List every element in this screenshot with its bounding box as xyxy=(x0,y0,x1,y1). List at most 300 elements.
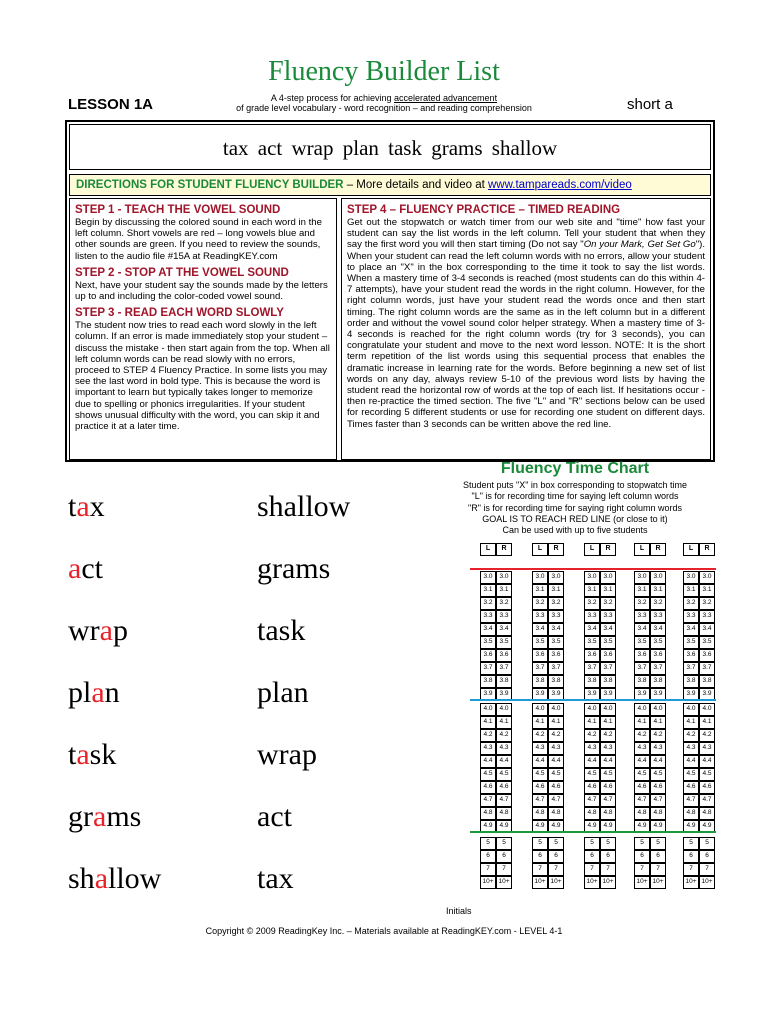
time-cell[interactable]: 4.8 xyxy=(650,807,666,820)
time-cell[interactable]: 4.0 xyxy=(496,703,512,716)
time-cell[interactable]: 3.0 xyxy=(683,571,699,584)
steps-right-column xyxy=(341,198,711,460)
time-cell[interactable]: 4.9 xyxy=(480,820,496,833)
directions-text: – More details and video at xyxy=(343,179,488,191)
time-cell[interactable]: 4.1 xyxy=(584,716,600,729)
time-cell[interactable]: 3.6 xyxy=(650,649,666,662)
time-cell[interactable]: 3.7 xyxy=(600,662,616,675)
time-cell[interactable]: 3.6 xyxy=(548,649,564,662)
time-cell[interactable]: 4.2 xyxy=(480,729,496,742)
time-cell[interactable]: 3.4 xyxy=(634,623,650,636)
time-cell[interactable]: 3.7 xyxy=(699,662,715,675)
time-cell[interactable]: 3.3 xyxy=(584,610,600,623)
time-cell[interactable]: 4.9 xyxy=(650,820,666,833)
time-cell[interactable]: 3.6 xyxy=(532,649,548,662)
time-cell[interactable]: 3.8 xyxy=(600,675,616,688)
time-cell[interactable]: 3.9 xyxy=(683,688,699,701)
time-cell[interactable]: 4.0 xyxy=(548,703,564,716)
directions-label: DIRECTIONS FOR STUDENT FLUENCY BUILDER xyxy=(76,179,344,191)
time-cell[interactable]: 4.1 xyxy=(600,716,616,729)
time-cell[interactable]: 6 xyxy=(548,850,564,863)
time-cell[interactable]: 10+ xyxy=(699,876,715,889)
time-cell[interactable]: 3.0 xyxy=(480,571,496,584)
time-cell[interactable]: 3.1 xyxy=(600,584,616,597)
time-cell[interactable]: 4.4 xyxy=(584,755,600,768)
time-cell[interactable]: 3.1 xyxy=(699,584,715,597)
time-cell[interactable]: 4.8 xyxy=(496,807,512,820)
right-word: wrap xyxy=(257,738,317,771)
time-cell[interactable]: 10+ xyxy=(548,876,564,889)
time-cell[interactable]: 3.9 xyxy=(532,688,548,701)
time-cell[interactable]: 4.4 xyxy=(496,755,512,768)
time-cell[interactable]: 4.9 xyxy=(683,820,699,833)
time-cell[interactable]: 4.1 xyxy=(496,716,512,729)
header-right: R xyxy=(650,543,666,556)
time-cell[interactable]: 10+ xyxy=(634,876,650,889)
time-cell[interactable]: 3.6 xyxy=(683,649,699,662)
time-cell[interactable]: 4.3 xyxy=(496,742,512,755)
time-cell[interactable]: 3.4 xyxy=(584,623,600,636)
time-cell[interactable]: 4.8 xyxy=(634,807,650,820)
left-word: task xyxy=(68,738,117,771)
time-cell[interactable]: 4.8 xyxy=(584,807,600,820)
time-cell[interactable]: 3.0 xyxy=(699,571,715,584)
directions-bar xyxy=(69,174,711,196)
green-goal-line xyxy=(470,831,716,833)
time-cell[interactable]: 4.2 xyxy=(650,729,666,742)
fluency-time-chart xyxy=(480,540,716,910)
chart-title: Fluency Time Chart xyxy=(500,460,650,477)
time-cell[interactable]: 7 xyxy=(650,863,666,876)
time-cell[interactable]: 3.3 xyxy=(634,610,650,623)
time-cell[interactable]: 3.1 xyxy=(480,584,496,597)
time-cell[interactable]: 4.7 xyxy=(480,794,496,807)
time-cell[interactable]: 3.1 xyxy=(584,584,600,597)
time-cell[interactable]: 5 xyxy=(584,837,600,850)
time-cell[interactable]: 3.0 xyxy=(548,571,564,584)
time-cell[interactable]: 4.0 xyxy=(584,703,600,716)
time-cell[interactable]: 4.8 xyxy=(699,807,715,820)
header-right: R xyxy=(548,543,564,556)
time-cell[interactable]: 4.8 xyxy=(683,807,699,820)
time-cell[interactable]: 3.6 xyxy=(634,649,650,662)
time-cell[interactable]: 4.3 xyxy=(532,742,548,755)
time-cell[interactable]: 3.8 xyxy=(650,675,666,688)
time-cell[interactable]: 4.6 xyxy=(480,781,496,794)
time-cell[interactable]: 4.0 xyxy=(532,703,548,716)
time-cell[interactable]: 4.2 xyxy=(600,729,616,742)
video-link[interactable]: www.tampareads.com/video xyxy=(487,179,632,191)
time-cell[interactable]: 3.2 xyxy=(650,597,666,610)
header-right: R xyxy=(600,543,616,556)
time-cell[interactable]: 4.3 xyxy=(548,742,564,755)
time-cell[interactable]: 4.1 xyxy=(480,716,496,729)
time-cell[interactable]: 4.8 xyxy=(600,807,616,820)
time-cell[interactable]: 3.5 xyxy=(532,636,548,649)
time-cell[interactable]: 4.3 xyxy=(584,742,600,755)
time-cell[interactable]: 4.2 xyxy=(496,729,512,742)
time-cell[interactable]: 4.2 xyxy=(634,729,650,742)
time-cell[interactable]: 3.3 xyxy=(480,610,496,623)
left-word: shallow xyxy=(68,862,162,895)
step2-title: STEP 2 - STOP AT THE VOWEL SOUND xyxy=(75,266,289,279)
time-cell[interactable]: 4.2 xyxy=(584,729,600,742)
time-cell[interactable]: 4.3 xyxy=(634,742,650,755)
time-cell[interactable]: 3.0 xyxy=(600,571,616,584)
left-word: act xyxy=(68,552,103,585)
time-cell[interactable]: 3.5 xyxy=(634,636,650,649)
time-cell[interactable]: 3.9 xyxy=(600,688,616,701)
time-cell[interactable]: 3.4 xyxy=(650,623,666,636)
time-cell[interactable]: 10+ xyxy=(532,876,548,889)
time-cell[interactable]: 3.5 xyxy=(584,636,600,649)
time-cell[interactable]: 4.6 xyxy=(650,781,666,794)
time-cell[interactable]: 5 xyxy=(600,837,616,850)
time-cell[interactable]: 4.9 xyxy=(600,820,616,833)
time-cell[interactable]: 4.1 xyxy=(548,716,564,729)
time-cell[interactable]: 4.5 xyxy=(634,768,650,781)
time-cell[interactable]: 6 xyxy=(634,850,650,863)
subtitle-pre: A 4-step process for achieving xyxy=(270,93,394,103)
time-cell[interactable]: 3.9 xyxy=(699,688,715,701)
time-cell[interactable]: 6 xyxy=(584,850,600,863)
time-cell[interactable]: 4.0 xyxy=(699,703,715,716)
time-cell[interactable]: 7 xyxy=(496,863,512,876)
time-cell[interactable]: 4.5 xyxy=(650,768,666,781)
time-cell[interactable]: 5 xyxy=(496,837,512,850)
time-cell[interactable]: 4.9 xyxy=(634,820,650,833)
time-cell[interactable]: 4.2 xyxy=(532,729,548,742)
word-list-row: tax act wrap plan task grams shallow xyxy=(69,124,711,170)
time-cell[interactable]: 4.8 xyxy=(532,807,548,820)
time-cell[interactable]: 3.6 xyxy=(699,649,715,662)
time-cell[interactable]: 3.5 xyxy=(699,636,715,649)
time-cell[interactable]: 3.9 xyxy=(634,688,650,701)
time-cell[interactable]: 3.1 xyxy=(634,584,650,597)
vowel-highlight: a xyxy=(68,552,82,585)
time-cell[interactable]: 3.5 xyxy=(683,636,699,649)
time-cell[interactable]: 3.2 xyxy=(532,597,548,610)
time-cell[interactable]: 5 xyxy=(650,837,666,850)
time-cell[interactable]: 4.4 xyxy=(699,755,715,768)
time-cell[interactable]: 4.7 xyxy=(699,794,715,807)
time-cell[interactable]: 5 xyxy=(683,837,699,850)
time-cell[interactable]: 3.2 xyxy=(634,597,650,610)
time-cell[interactable]: 6 xyxy=(496,850,512,863)
time-cell[interactable]: 7 xyxy=(634,863,650,876)
time-cell[interactable]: 4.7 xyxy=(532,794,548,807)
time-cell[interactable]: 3.9 xyxy=(480,688,496,701)
time-cell[interactable]: 4.5 xyxy=(683,768,699,781)
chart-line: Can be used with up to five students xyxy=(502,525,648,536)
time-cell[interactable]: 7 xyxy=(683,863,699,876)
step4-title: STEP 4 – FLUENCY PRACTICE – TIMED READING xyxy=(347,204,621,216)
header-left: L xyxy=(584,543,600,556)
right-word: shallow xyxy=(257,490,351,523)
time-cell[interactable]: 4.9 xyxy=(548,820,564,833)
time-cell[interactable]: 4.6 xyxy=(683,781,699,794)
time-cell[interactable]: 3.2 xyxy=(496,597,512,610)
time-cell[interactable]: 4.9 xyxy=(496,820,512,833)
vowel-highlight: a xyxy=(76,490,90,523)
time-cell[interactable]: 4.0 xyxy=(683,703,699,716)
time-cell[interactable]: 3.7 xyxy=(650,662,666,675)
time-cell[interactable]: 3.0 xyxy=(634,571,650,584)
time-cell[interactable]: 5 xyxy=(480,837,496,850)
time-cell[interactable]: 3.5 xyxy=(496,636,512,649)
time-cell[interactable]: 4.3 xyxy=(699,742,715,755)
time-cell[interactable]: 5 xyxy=(634,837,650,850)
time-cell[interactable]: 4.2 xyxy=(699,729,715,742)
chart-line: Student puts "X" in box corresponding to stopwatch time xyxy=(462,480,687,490)
time-cell[interactable]: 4.7 xyxy=(634,794,650,807)
time-cell[interactable]: 4.0 xyxy=(480,703,496,716)
time-cell[interactable]: 4.7 xyxy=(683,794,699,807)
chart-line: GOAL IS TO REACH RED LINE (or close to it) xyxy=(482,513,668,524)
subtitle-line2: of grade level vocabulary - word recognition – and reading comprehension xyxy=(236,103,532,113)
time-cell[interactable]: 3.6 xyxy=(584,649,600,662)
time-cell[interactable]: 3.0 xyxy=(532,571,548,584)
time-cell[interactable]: 3.7 xyxy=(683,662,699,675)
header-left: L xyxy=(683,543,699,556)
time-cell[interactable]: 3.6 xyxy=(480,649,496,662)
time-cell[interactable]: 3.2 xyxy=(699,597,715,610)
time-cell[interactable]: 4.1 xyxy=(634,716,650,729)
time-cell[interactable]: 4.5 xyxy=(699,768,715,781)
time-cell[interactable]: 3.9 xyxy=(548,688,564,701)
time-cell[interactable]: 3.0 xyxy=(496,571,512,584)
time-cell[interactable]: 4.4 xyxy=(548,755,564,768)
time-cell[interactable]: 4.9 xyxy=(699,820,715,833)
time-cell[interactable]: 3.6 xyxy=(496,649,512,662)
time-cell[interactable]: 4.6 xyxy=(532,781,548,794)
time-cell[interactable]: 4.3 xyxy=(480,742,496,755)
vowel-highlight: a xyxy=(91,676,105,709)
time-cell[interactable]: 10+ xyxy=(496,876,512,889)
time-cell[interactable]: 3.8 xyxy=(480,675,496,688)
time-cell[interactable]: 3.3 xyxy=(496,610,512,623)
time-cell[interactable]: 3.4 xyxy=(699,623,715,636)
time-cell[interactable]: 3.3 xyxy=(600,610,616,623)
time-cell[interactable]: 6 xyxy=(532,850,548,863)
time-cell[interactable]: 4.6 xyxy=(496,781,512,794)
time-cell[interactable]: 3.1 xyxy=(650,584,666,597)
time-cell[interactable]: 6 xyxy=(683,850,699,863)
header-left: L xyxy=(634,543,650,556)
time-cell[interactable]: 3.3 xyxy=(532,610,548,623)
time-cell[interactable]: 4.6 xyxy=(699,781,715,794)
time-cell[interactable]: 3.2 xyxy=(600,597,616,610)
time-cell[interactable]: 7 xyxy=(548,863,564,876)
time-cell[interactable]: 3.8 xyxy=(683,675,699,688)
time-cell[interactable]: 3.9 xyxy=(650,688,666,701)
time-cell[interactable]: 7 xyxy=(600,863,616,876)
time-cell[interactable]: 4.1 xyxy=(650,716,666,729)
time-cell[interactable]: 3.3 xyxy=(650,610,666,623)
time-cell[interactable]: 6 xyxy=(699,850,715,863)
time-cell[interactable]: 3.1 xyxy=(548,584,564,597)
time-cell[interactable]: 4.1 xyxy=(683,716,699,729)
time-cell[interactable]: 7 xyxy=(584,863,600,876)
time-cell[interactable]: 4.5 xyxy=(584,768,600,781)
time-cell[interactable]: 7 xyxy=(532,863,548,876)
time-cell[interactable]: 4.4 xyxy=(650,755,666,768)
time-cell[interactable]: 4.9 xyxy=(532,820,548,833)
time-cell[interactable]: 3.5 xyxy=(480,636,496,649)
time-cell[interactable]: 4.1 xyxy=(532,716,548,729)
time-cell[interactable]: 10+ xyxy=(683,876,699,889)
time-cell[interactable]: 10+ xyxy=(650,876,666,889)
time-cell[interactable]: 3.0 xyxy=(650,571,666,584)
time-cell[interactable]: 3.9 xyxy=(496,688,512,701)
time-cell[interactable]: 3.5 xyxy=(600,636,616,649)
time-cell[interactable]: 4.8 xyxy=(480,807,496,820)
time-cell[interactable]: 3.4 xyxy=(548,623,564,636)
time-cell[interactable]: 3.2 xyxy=(683,597,699,610)
time-cell[interactable]: 4.0 xyxy=(634,703,650,716)
time-cell[interactable]: 6 xyxy=(650,850,666,863)
time-cell[interactable]: 4.5 xyxy=(548,768,564,781)
time-cell[interactable]: 3.4 xyxy=(600,623,616,636)
time-cell[interactable]: 3.7 xyxy=(532,662,548,675)
time-cell[interactable]: 6 xyxy=(600,850,616,863)
time-cell[interactable]: 3.4 xyxy=(532,623,548,636)
header-right: R xyxy=(496,543,512,556)
vowel-highlight: a xyxy=(76,738,90,771)
time-cell[interactable]: 4.5 xyxy=(480,768,496,781)
time-cell[interactable]: 3.8 xyxy=(496,675,512,688)
time-cell[interactable]: 3.4 xyxy=(683,623,699,636)
time-cell[interactable]: 3.7 xyxy=(548,662,564,675)
red-goal-line xyxy=(470,568,716,570)
step4-text-a: Get out the stopwatch or watch timer from our web site and "time" how fast your student can say the list words in the left column. Tell your student that when they say the first word you will then start timing (Do not say " xyxy=(347,217,705,251)
time-cell[interactable]: 7 xyxy=(480,863,496,876)
blue-goal-line xyxy=(470,699,716,701)
time-cell[interactable]: 3.4 xyxy=(480,623,496,636)
time-cell[interactable]: 3.1 xyxy=(683,584,699,597)
vowel-highlight: a xyxy=(93,800,107,833)
time-cell[interactable]: 4.1 xyxy=(699,716,715,729)
vowel-highlight: a xyxy=(99,614,113,647)
step4-text-b: "). When your student can read the left column words with no errors, allow your student to place an "X" in the box corresponding to the time it took to say the list words. When a mastery time of 3-4 seconds is reached (most students can do this within 4-7 attempts), have your student read the words in the right column. However, for the right column words, just have your student read the words once and then start timing. The right column words are the same as in the left column but in a different order and without the vowel sound color helper strategy. When a mastery time of 3-4 seconds is reached for the right column words (try for 3 seconds), you can congratulate your student and move to the next word lesson. NOTE: It is the short term repetition of the list words using this sequential process that enables the dramatic increase in learning rate for the words. Before beginning a new set of list words on any day, always review 5-10 of the previous word lists by having the student read the horizontal row of words at the top of each list. If hesitations occur - then re-practice the timed section. The five "L" and "R" sections below can be used for recording 5 different students or use for recording one student on different days. Times faster than 3 seconds can be written above the red line. xyxy=(347,239,706,430)
time-cell[interactable]: 3.7 xyxy=(496,662,512,675)
page-title: Fluency Builder List xyxy=(268,56,500,87)
time-cell[interactable]: 3.0 xyxy=(584,571,600,584)
sound-label: short a xyxy=(627,96,673,113)
time-cell[interactable]: 3.7 xyxy=(584,662,600,675)
time-cell[interactable]: 3.4 xyxy=(496,623,512,636)
time-cell[interactable]: 4.4 xyxy=(634,755,650,768)
time-cell[interactable]: 4.2 xyxy=(548,729,564,742)
time-cell[interactable]: 4.0 xyxy=(650,703,666,716)
left-word: tax xyxy=(68,490,105,523)
copyright-footer: Copyright © 2009 ReadingKey Inc. – Materials available at ReadingKEY.com - LEVEL 4-1 xyxy=(205,926,563,936)
initials-label: Initials xyxy=(446,906,472,916)
time-cell[interactable]: 4.0 xyxy=(600,703,616,716)
lesson-label: LESSON 1A xyxy=(68,96,154,113)
time-cell[interactable]: 3.8 xyxy=(634,675,650,688)
chart-line: "R" is for recording time for saying right column words xyxy=(468,502,682,513)
time-cell[interactable]: 4.9 xyxy=(584,820,600,833)
time-cell[interactable]: 4.7 xyxy=(600,794,616,807)
time-cell[interactable]: 3.8 xyxy=(532,675,548,688)
time-cell[interactable]: 3.3 xyxy=(548,610,564,623)
step1-text: Begin by discussing the colored sound in each word in the left column. Short vowels are red – long vowels blue and other sounds are green. If you need to review the sounds, listen to the audio file #15A at ReadingKEY.com xyxy=(75,217,322,262)
step2-text: Next, have your student say the sounds made by the letters up to and including the color-coded vowel sound. xyxy=(75,279,328,303)
time-cell[interactable]: 5 xyxy=(548,837,564,850)
time-cell[interactable]: 4.7 xyxy=(650,794,666,807)
time-cell[interactable]: 4.8 xyxy=(548,807,564,820)
time-cell[interactable]: 3.6 xyxy=(600,649,616,662)
time-cell[interactable]: 4.5 xyxy=(600,768,616,781)
time-cell[interactable]: 4.3 xyxy=(600,742,616,755)
time-cell[interactable]: 4.7 xyxy=(496,794,512,807)
step1-title: STEP 1 - TEACH THE VOWEL SOUND xyxy=(75,204,281,216)
time-cell[interactable]: 7 xyxy=(699,863,715,876)
time-cell[interactable]: 4.5 xyxy=(496,768,512,781)
time-cell[interactable]: 4.4 xyxy=(683,755,699,768)
time-cell[interactable]: 10+ xyxy=(600,876,616,889)
time-cell[interactable]: 10+ xyxy=(584,876,600,889)
time-cell[interactable]: 4.3 xyxy=(683,742,699,755)
time-cell[interactable]: 3.2 xyxy=(480,597,496,610)
right-word: grams xyxy=(257,552,331,585)
time-cell[interactable]: 3.8 xyxy=(584,675,600,688)
time-cell[interactable]: 4.7 xyxy=(584,794,600,807)
time-cell[interactable]: 3.3 xyxy=(699,610,715,623)
time-cell[interactable]: 4.6 xyxy=(548,781,564,794)
time-cell[interactable]: 10+ xyxy=(480,876,496,889)
time-cell[interactable]: 4.6 xyxy=(600,781,616,794)
time-cell[interactable]: 3.9 xyxy=(584,688,600,701)
time-cell[interactable]: 3.1 xyxy=(532,584,548,597)
right-word: tax xyxy=(257,862,294,895)
time-cell[interactable]: 4.5 xyxy=(532,768,548,781)
time-cell[interactable]: 5 xyxy=(532,837,548,850)
subtitle xyxy=(200,93,568,113)
time-cell[interactable]: 3.5 xyxy=(650,636,666,649)
left-word: wrap xyxy=(68,614,128,647)
time-cell[interactable]: 4.4 xyxy=(532,755,548,768)
time-cell[interactable]: 4.4 xyxy=(600,755,616,768)
time-cell[interactable]: 4.6 xyxy=(584,781,600,794)
time-cell[interactable]: 3.1 xyxy=(496,584,512,597)
time-cell[interactable]: 6 xyxy=(480,850,496,863)
time-cell[interactable]: 3.8 xyxy=(548,675,564,688)
time-cell[interactable]: 4.2 xyxy=(683,729,699,742)
step3-title: STEP 3 - READ EACH WORD SLOWLY xyxy=(75,307,284,320)
time-cell[interactable]: 3.2 xyxy=(548,597,564,610)
time-cell[interactable]: 3.3 xyxy=(683,610,699,623)
time-cell[interactable]: 3.7 xyxy=(480,662,496,675)
step3-text: The student now tries to read each word slowly in the left column. If an error is made immediately stop your student – discuss the mistake - then start again from the top. When all left column words can be read slowly with no errors, proceed to STEP 4 Fluency Practice. In some lists you may see the last word in bold type. This is because the word is important to learn but typically takes longer to memorize due to spelling or phonics irregularities. If your student shows unusual difficulty with the word, you can skip it and practice it at a later time. xyxy=(75,320,330,433)
time-cell[interactable]: 3.7 xyxy=(634,662,650,675)
chart-line: "L" is for recording time for saying left column words xyxy=(471,491,679,502)
time-cell[interactable]: 4.4 xyxy=(480,755,496,768)
right-word: plan xyxy=(257,676,309,709)
time-cell[interactable]: 4.7 xyxy=(548,794,564,807)
time-cell[interactable]: 3.2 xyxy=(584,597,600,610)
steps-left-column xyxy=(69,198,337,460)
vowel-highlight: a xyxy=(94,862,109,895)
time-cell[interactable]: 5 xyxy=(699,837,715,850)
time-cell[interactable]: 3.5 xyxy=(548,636,564,649)
right-word: act xyxy=(257,800,292,833)
right-word: task xyxy=(257,614,306,647)
time-cell[interactable]: 3.8 xyxy=(699,675,715,688)
time-cell[interactable]: 4.3 xyxy=(650,742,666,755)
time-cell[interactable]: 4.6 xyxy=(634,781,650,794)
